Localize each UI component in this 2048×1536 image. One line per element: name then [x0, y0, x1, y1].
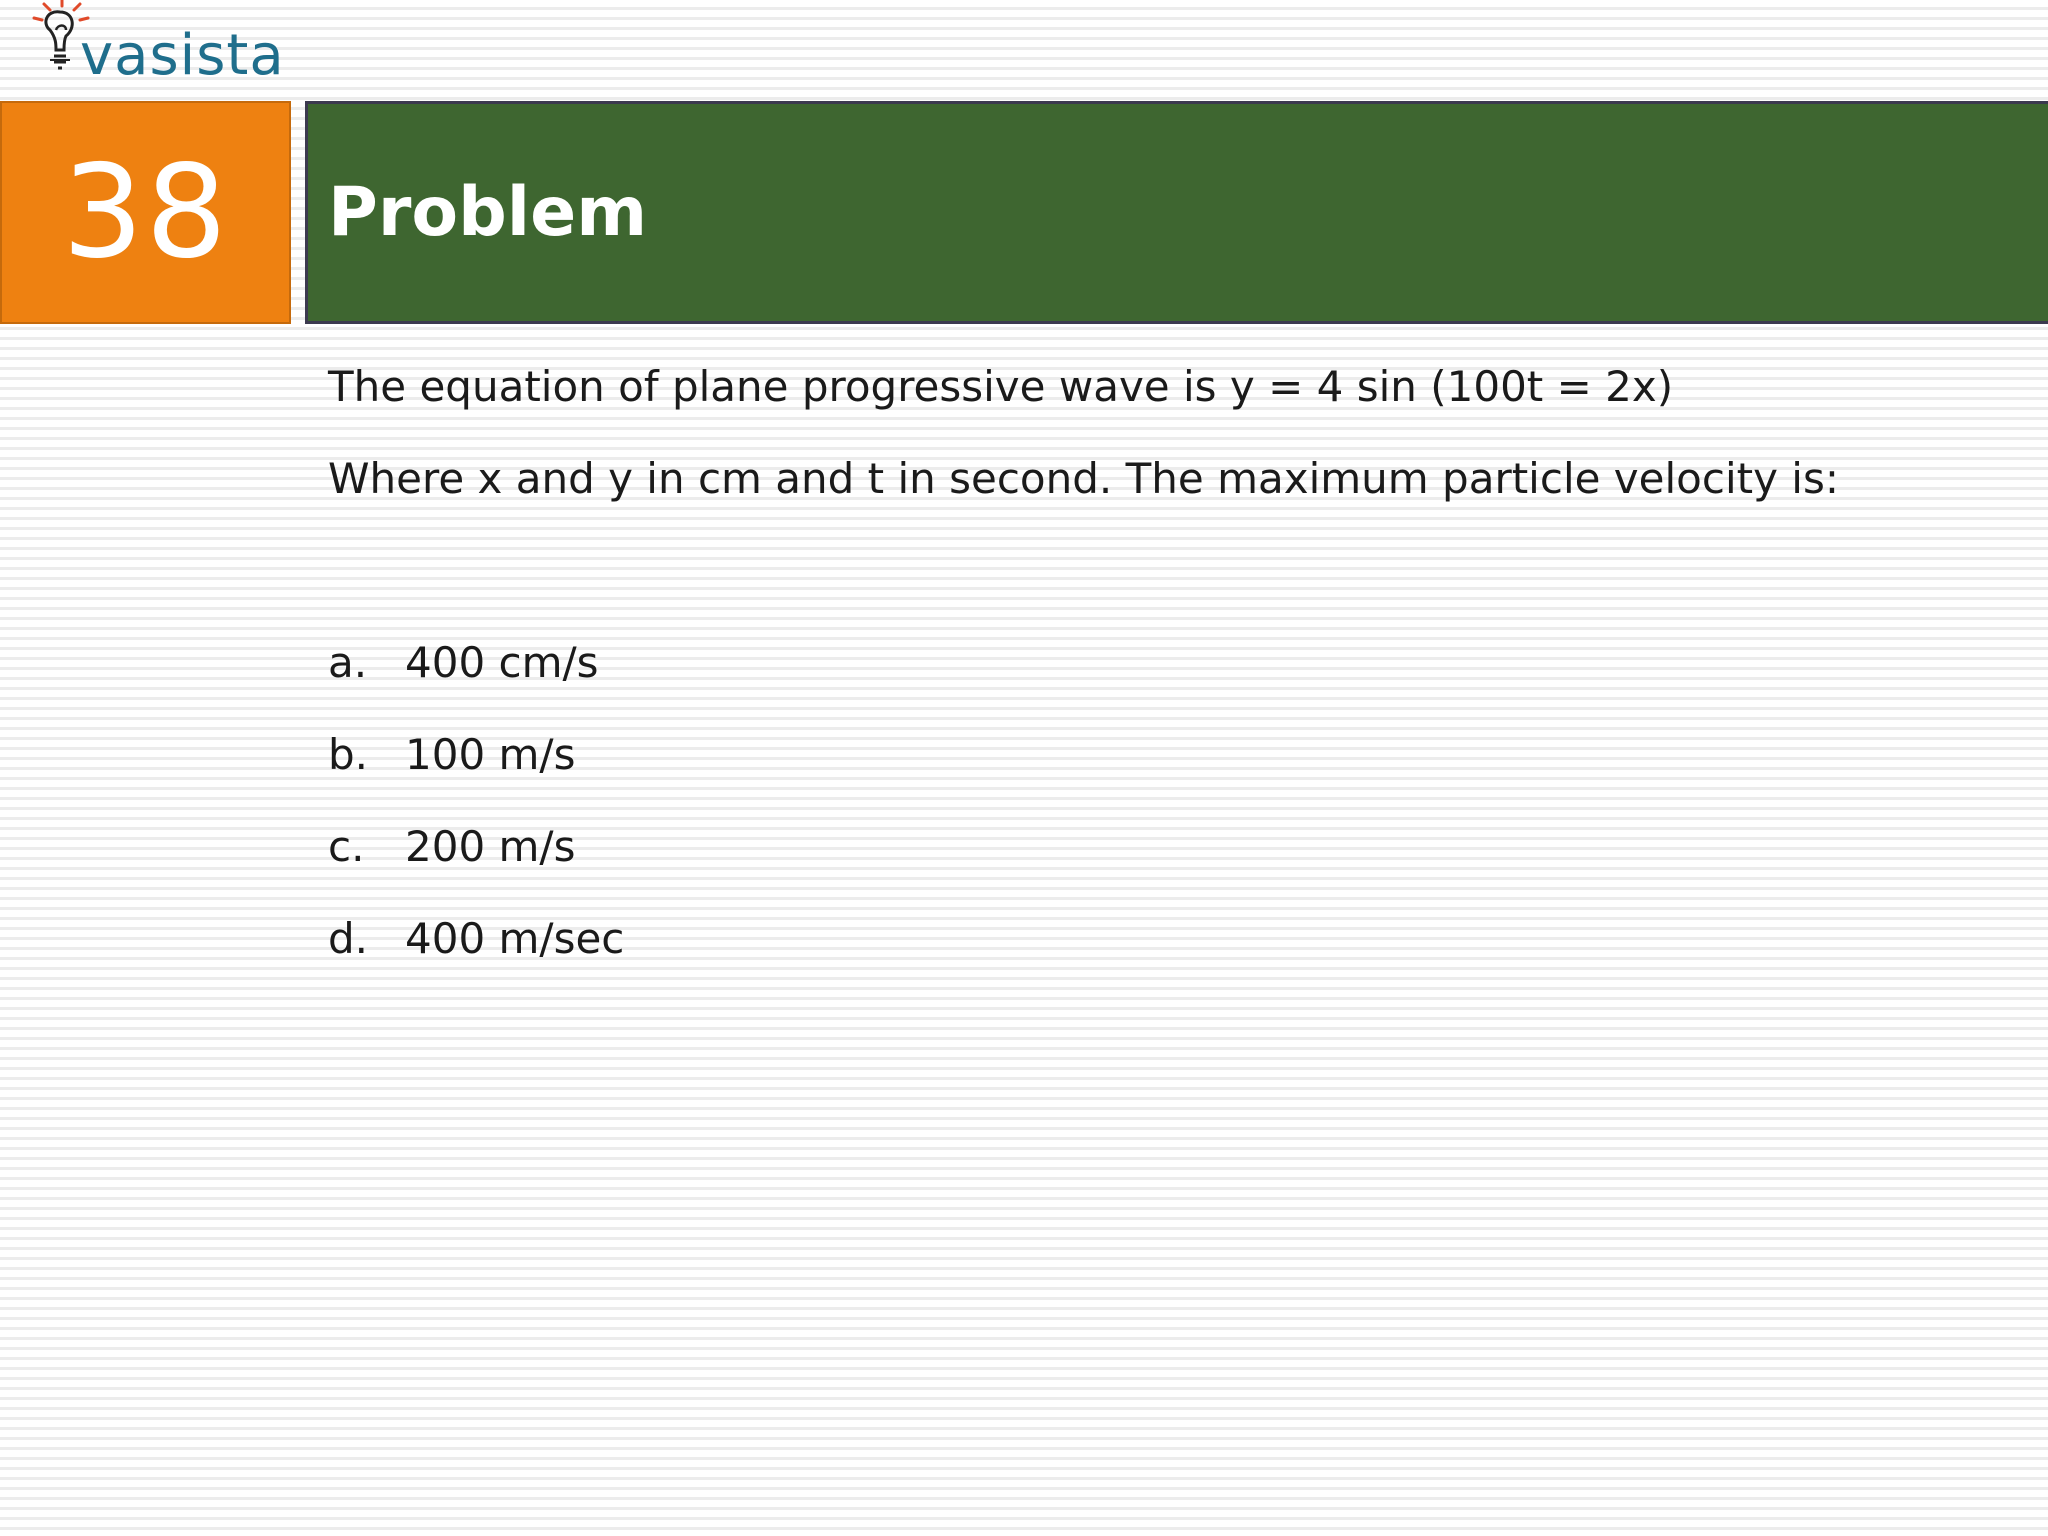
- option-marker: b.: [328, 730, 369, 779]
- option-c[interactable]: [328, 820, 2028, 912]
- answer-options: [328, 636, 2028, 1004]
- question-line-1: The equation of plane progressive wave is y = 4 sin (100t = 2x): [328, 362, 1674, 411]
- question-content: [328, 360, 2028, 1004]
- option-marker: a.: [328, 638, 368, 687]
- title-bar: [305, 101, 2048, 324]
- option-text: 400 cm/s: [405, 638, 599, 687]
- option-a[interactable]: [328, 636, 2028, 728]
- option-text: 100 m/s: [405, 730, 576, 779]
- option-marker: d.: [328, 914, 369, 963]
- question-line-2: Where x and y in cm and t in second. The maximum particle velocity is:: [328, 454, 1839, 503]
- option-d[interactable]: [328, 912, 2028, 1004]
- option-b[interactable]: [328, 728, 2028, 820]
- slide-number-box: [0, 101, 291, 324]
- slide-title: Problem: [328, 172, 648, 252]
- vasista-logo: [20, 0, 290, 100]
- option-text: 400 m/sec: [405, 914, 625, 963]
- logo-text: vasista: [80, 23, 285, 88]
- option-marker: c.: [328, 822, 365, 871]
- slide-number: 38: [62, 137, 229, 287]
- option-text: 200 m/s: [405, 822, 576, 871]
